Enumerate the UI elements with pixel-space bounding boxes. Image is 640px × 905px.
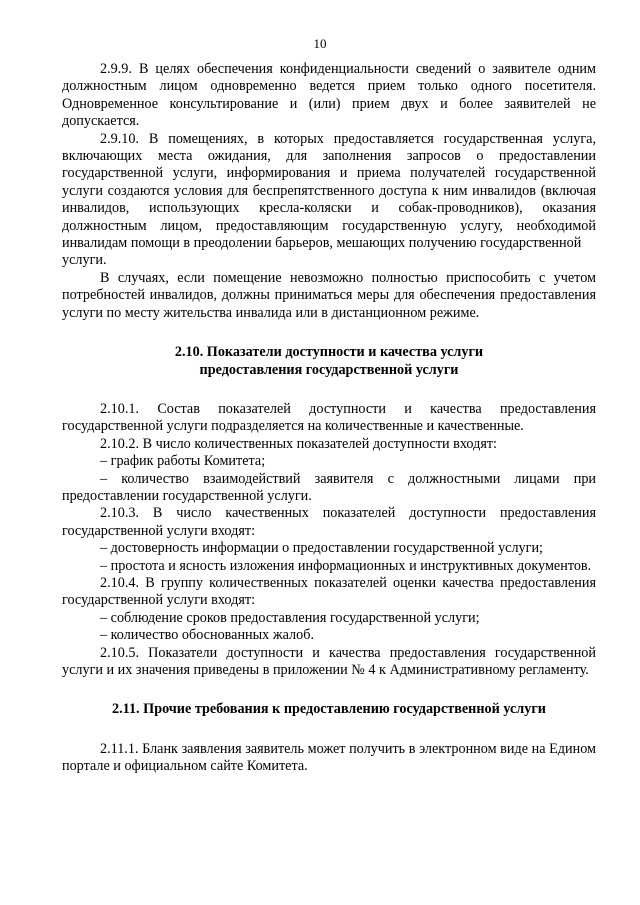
spacer: [62, 719, 596, 741]
spacer: [62, 379, 596, 401]
paragraph-2-10-5: 2.10.5. Показатели доступности и качества предоставления государственной услуги и их значения приведены в приложении № 4 к Административному регламенту.: [62, 644, 596, 678]
paragraph-2-9-9: 2.9.9. В целях обеспечения конфиденциальности сведений о заявителе одним должностным лицом одновременно ведется прием только одного посетителя. Одновременное консультирование и (или) прием двух и более заявителей не допускается.: [62, 61, 596, 130]
list-item-deadlines-compliance: – соблюдение сроков предоставления государственной услуги;: [100, 609, 480, 626]
paragraph-2-10-2: 2.10.2. В число количественных показателей доступности входят:: [100, 435, 497, 452]
paragraph-2-9-10-continuation: услуги.: [62, 252, 107, 269]
page-content: [62, 61, 596, 776]
section-heading-2-10-line-1: 2.10. Показатели доступности и качества услуги: [174, 344, 484, 361]
list-item-work-schedule: – график работы Комитета;: [100, 453, 266, 470]
paragraph-2-10-4: 2.10.4. В группу количественных показателей оценки качества предоставления государственной услуги входят:: [62, 574, 596, 609]
paragraph-2-11-1: 2.11.1. Бланк заявления заявитель может получить в электронном виде на Едином портале и официальном сайте Комитета.: [62, 740, 596, 775]
section-heading-2-10: [62, 344, 596, 379]
list-item-complaints-count: – количество обоснованных жалоб.: [100, 627, 314, 644]
spacer: [62, 679, 596, 701]
spacer: [62, 322, 596, 344]
paragraph-2-9-10: 2.9.10. В помещениях, в которых предоставляется государственная услуга, включающих места ожидания, для заполнения запросов о предоставлении государственной услуги, информирования и приема получателей государственной услуги создаются условия для беспрепятственного доступа к ним инвалидов (включая инвалидов, использующих кресла-коляски и собак-проводников), оказания должностным лицом, предоставляющим государственную услугу, необходимой инвалидам помощи в преодолении барьеров, мешающих получению государственной: [62, 130, 596, 252]
list-item-interactions-count: – количество взаимодействий заявителя с должностными лицами при предоставлении государственной услуги.: [62, 470, 596, 504]
list-item-simplicity-clarity: – простота и ясность изложения информационных и инструктивных документов.: [100, 557, 592, 574]
paragraph-disability-measures: В случаях, если помещение невозможно полностью приспособить с учетом потребностей инвалидов, должны приниматься меры для обеспечения предоставления услуги по месту жительства инвалида или в дистанционном режиме.: [62, 269, 596, 321]
section-heading-2-11-line-1: 2.11. Прочие требования к предоставлению государственной услуги: [112, 701, 546, 718]
page-number: 10: [313, 36, 327, 51]
list-item-information-reliability: – достоверность информации о предоставлении государственной услуги;: [100, 540, 543, 557]
paragraph-2-10-1: 2.10.1. Состав показателей доступности и качества предоставления государственной услуги подразделяется на количественные и качественные.: [62, 400, 596, 435]
section-heading-2-11: [62, 701, 596, 718]
paragraph-2-10-3: 2.10.3. В число качественных показателей доступности предоставления государственной услуги входят:: [62, 505, 596, 539]
section-heading-2-10-line-2: предоставления государственной услуги: [199, 361, 459, 378]
